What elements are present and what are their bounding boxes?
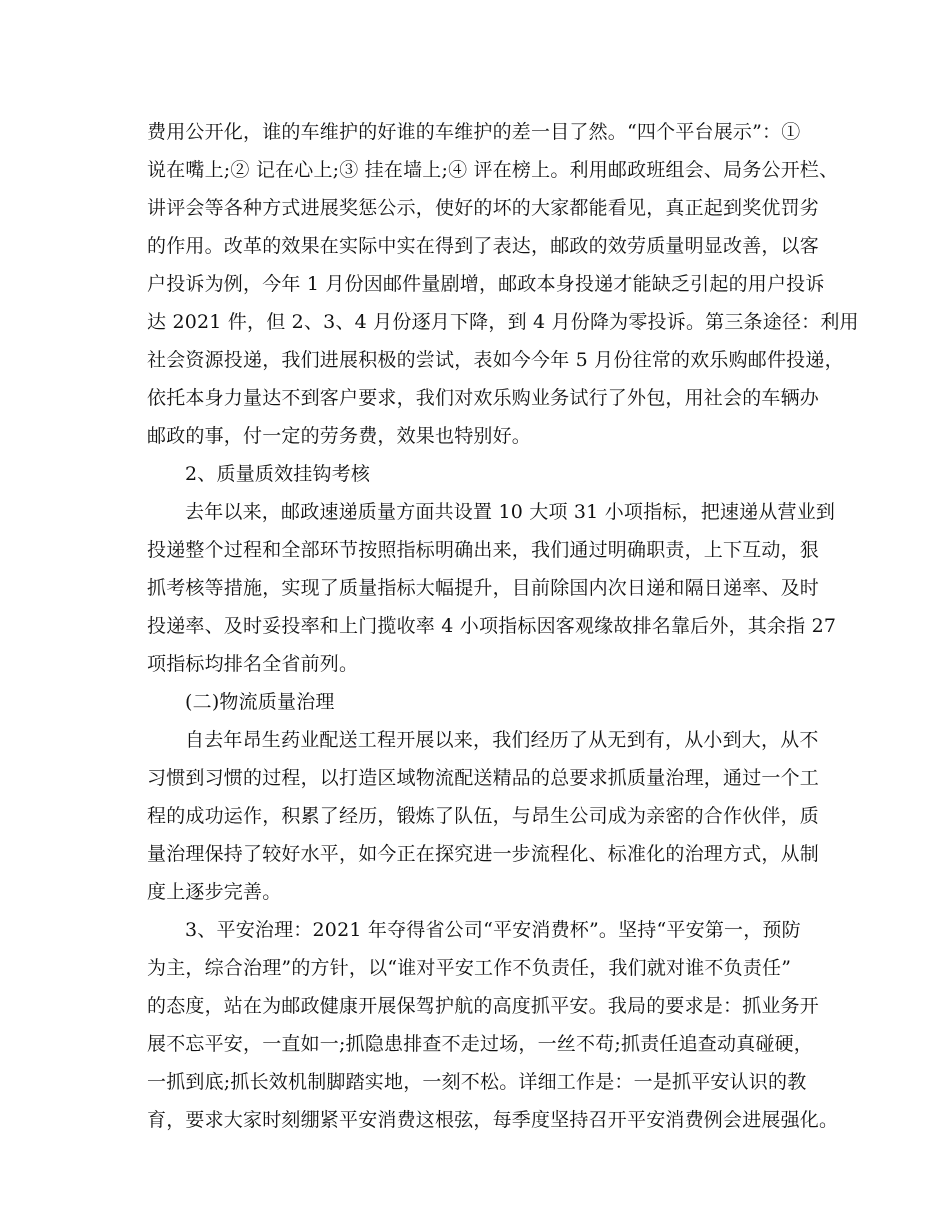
text-line: 的作用。改革的效果在实际中实在得到了表达，邮政的效劳质量明显改善，以客 [147,235,820,257]
text-line: 社会资源投递，我们进展积极的尝试，表如今今年 5 月份往常的欢乐购邮件投递， [147,349,844,371]
text-line: 讲评会等各种方式进展奖惩公示，使好的坏的大家都能看见，真正起到奖优罚劣 [147,197,820,219]
text-line: 展不忘平安，一直如一;抓隐患排查不走过场，一丝不苟;抓责任追查动真碰硬， [147,1033,814,1055]
section-heading: (二)物流质量治理 [185,691,335,713]
text-line: 投递整个过程和全部环节按照指标明确出来，我们通过明确职责，上下互动，狠 [147,539,820,561]
text-line: 度上逐步完善。 [147,881,282,903]
section-heading: 2、质量质效挂钩考核 [185,463,371,485]
text-line: 量治理保持了较好水平，如今正在探究进一步流程化、标准化的治理方式，从制 [147,843,820,865]
text-line: 程的成功运作，积累了经历，锻炼了队伍，与昂生公司成为亲密的合作伙伴，质 [147,805,820,827]
text-line: 说在嘴上;② 记在心上;③ 挂在墙上;④ 评在榜上。利用邮政班组会、局务公开栏、 [147,159,839,181]
text-line: 一抓到底;抓长效机制脚踏实地，一刻不松。详细工作是：一是抓平安认识的教 [147,1071,807,1093]
text-line: 项指标均排名全省前列。 [147,653,359,675]
text-line: 抓考核等措施，实现了质量指标大幅提升，目前除国内次日递和隔日递率、及时 [147,577,820,599]
text-line: 习惯到习惯的过程，以打造区域物流配送精品的总要求抓质量治理，通过一个工 [147,767,820,789]
text-line: 自去年昂生药业配送工程开展以来，我们经历了从无到有，从小到大，从不 [185,729,819,751]
text-line: 达 2021 件，但 2、3、4 月份逐月下降，到 4 月份降为零投诉。第三条途径：利用 [147,311,859,333]
text-line: 的态度，站在为邮政健康开展保驾护航的高度抓平安。我局的要求是：抓业务开 [147,995,820,1017]
text-line: 去年以来，邮政速递质量方面共设置 10 大项 31 小项指标，把速递从营业到 [185,501,836,523]
text-line: 3、平安治理：2021 年夺得省公司“平安消费杯”。坚持“平安第一，预防 [185,919,801,941]
text-line: 为主，综合治理”的方针，以“谁对平安工作不负责任，我们就对谁不负责任” [147,957,792,979]
text-line: 邮政的事，付一定的劳务费，效果也特别好。 [147,425,532,447]
text-line: 育，要求大家时刻绷紧平安消费这根弦，每季度坚持召开平安消费例会进展强化。 [147,1109,839,1131]
text-line: 投递率、及时妥投率和上门揽收率 4 小项指标因客观缘故排名靠后外，其余指 27 [147,615,837,637]
text-line: 费用公开化，谁的车维护的好谁的车维护的差一目了然。“四个平台展示”：① [147,121,801,143]
text-line: 户投诉为例，今年 1 月份因邮件量剧增，邮政本身投递才能缺乏引起的用户投诉 [147,273,825,295]
text-line: 依托本身力量达不到客户要求，我们对欢乐购业务试行了外包，用社会的车辆办 [147,387,820,409]
